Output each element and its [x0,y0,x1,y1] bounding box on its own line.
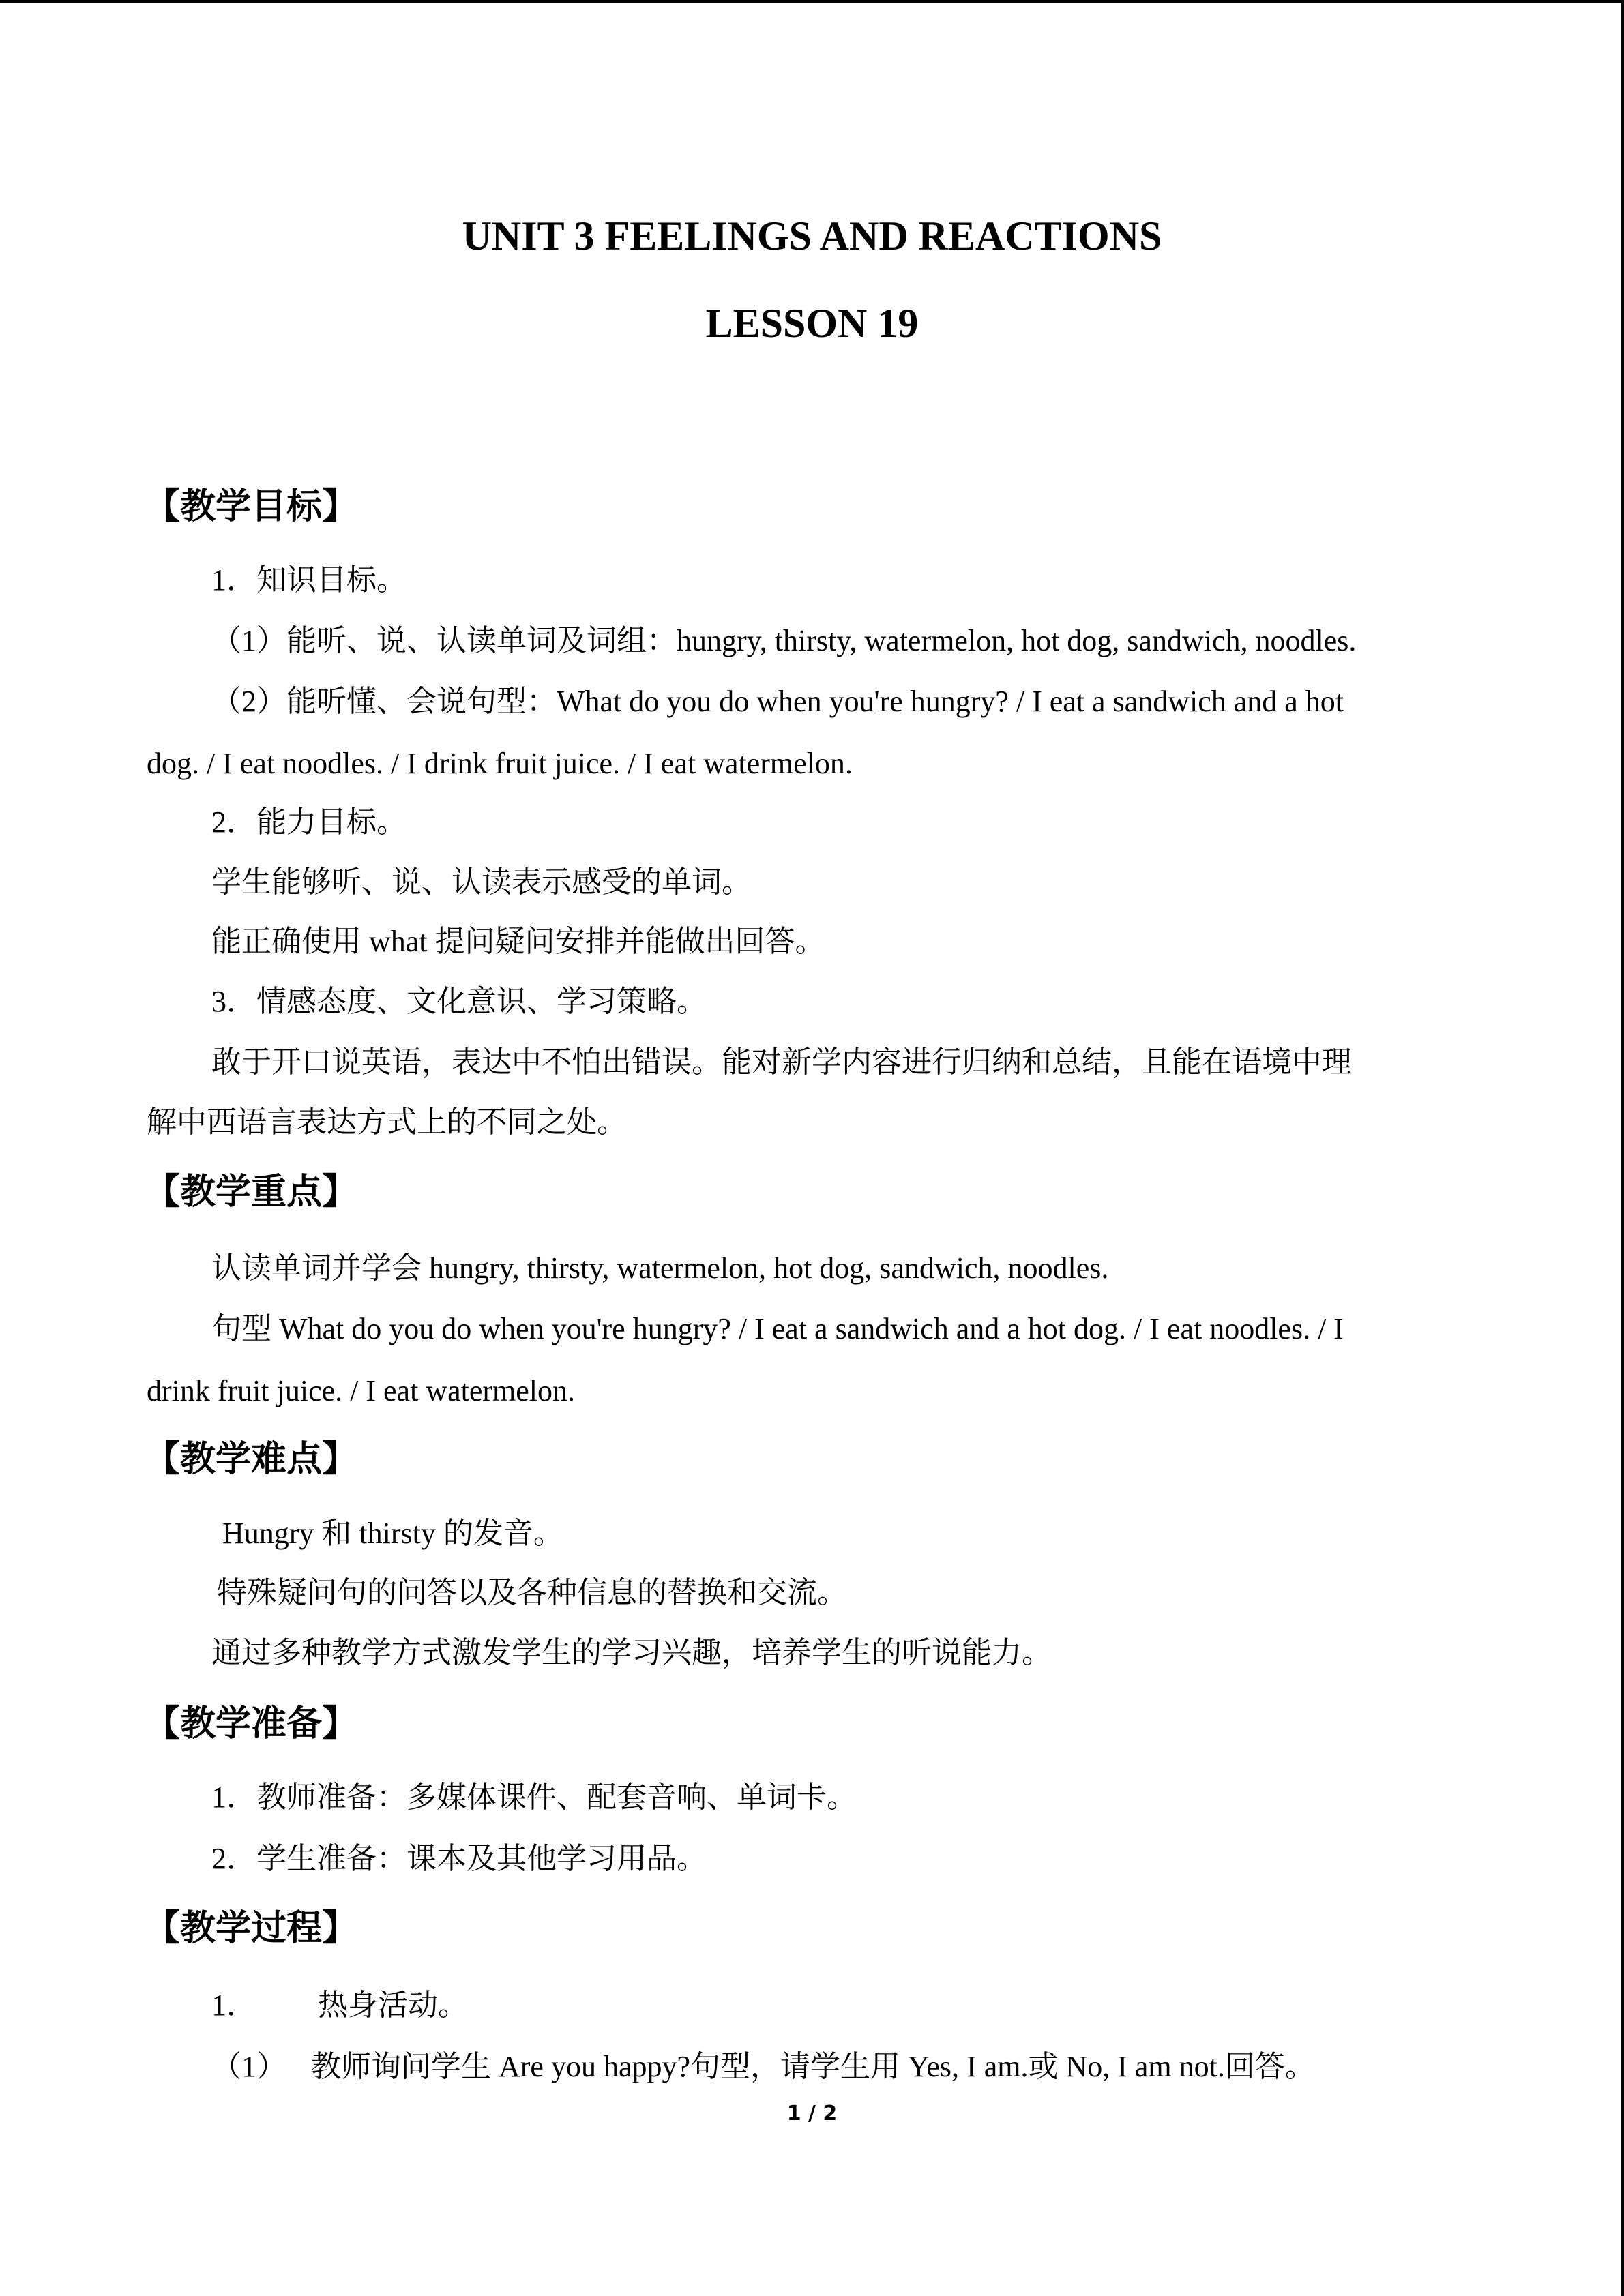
heading-key-points: 【教学重点】 [145,1172,358,1212]
heading-objectives: 【教学目标】 [145,486,358,527]
heading-preparation: 【教学准备】 [145,1703,358,1744]
process-subitem-number: （1） [211,2050,286,2083]
process-item-number: 1． [211,1988,256,2022]
key-points-line-1: 认读单词并学会 hungry, thirsty, watermelon, hot dog, sandwich, noodles. [211,1251,1109,1285]
objectives-line-9: 敢于开口说英语，表达中不怕出错误。能对新学内容进行归纳和总结，且能在语境中理 [211,1045,1352,1079]
heading-difficulties: 【教学难点】 [145,1439,358,1480]
objectives-line-10: 解中西语言表达方式上的不同之处。 [147,1105,627,1139]
preparation-line-1: 1．教师准备：多媒体课件、配套音响、单词卡。 [211,1780,857,1814]
difficulties-line-3: 通过多种教学方式激发学生的学习兴趣，培养学生的听说能力。 [211,1636,1052,1669]
objectives-line-2: （1）能听、说、认读单词及词组：hungry, thirsty, watermelon, hot dog, sandwich, noodles. [211,624,1357,657]
process-subitem-text: 教师询问学生 Are you happy?句型，请学生用 Yes, I am.或 No, I am not.回答。 [311,2050,1315,2083]
page-number: 1 / 2 [786,2102,838,2126]
objectives-line-5: 2．能力目标。 [211,805,407,839]
preparation-line-2: 2．学生准备：课本及其他学习用品。 [211,1842,707,1875]
lesson-title: LESSON 19 [705,301,919,346]
key-points-line-2: 句型 What do you do when you're hungry? / I eat a sandwich and a hot dog. / I eat noodles. / I [211,1312,1344,1345]
difficulties-line-2: 特殊疑问句的问答以及各种信息的替换和交流。 [217,1576,847,1609]
objectives-line-8: 3．情感态度、文化意识、学习策略。 [211,985,707,1018]
heading-process: 【教学过程】 [145,1908,358,1949]
page-border-top [0,0,1624,3]
objectives-line-1: 1．知识目标。 [211,563,407,597]
key-points-line-3: drink fruit juice. / I eat watermelon. [147,1374,575,1407]
objectives-line-4: dog. / I eat noodles. / I drink fruit juice. / I eat watermelon. [147,747,853,780]
objectives-line-7: 能正确使用 what 提问疑问安排并能做出回答。 [211,925,825,958]
process-item-text: 热身活动。 [318,1988,468,2022]
objectives-line-6: 学生能够听、说、认读表示感受的单词。 [211,865,752,899]
difficulties-line-1: Hungry 和 thirsty 的发音。 [222,1517,563,1550]
objectives-line-3: （2）能听懂、会说句型：What do you do when you're hungry? / I eat a sandwich and a hot [211,685,1344,718]
document-title: UNIT 3 FEELINGS AND REACTIONS [462,213,1162,258]
